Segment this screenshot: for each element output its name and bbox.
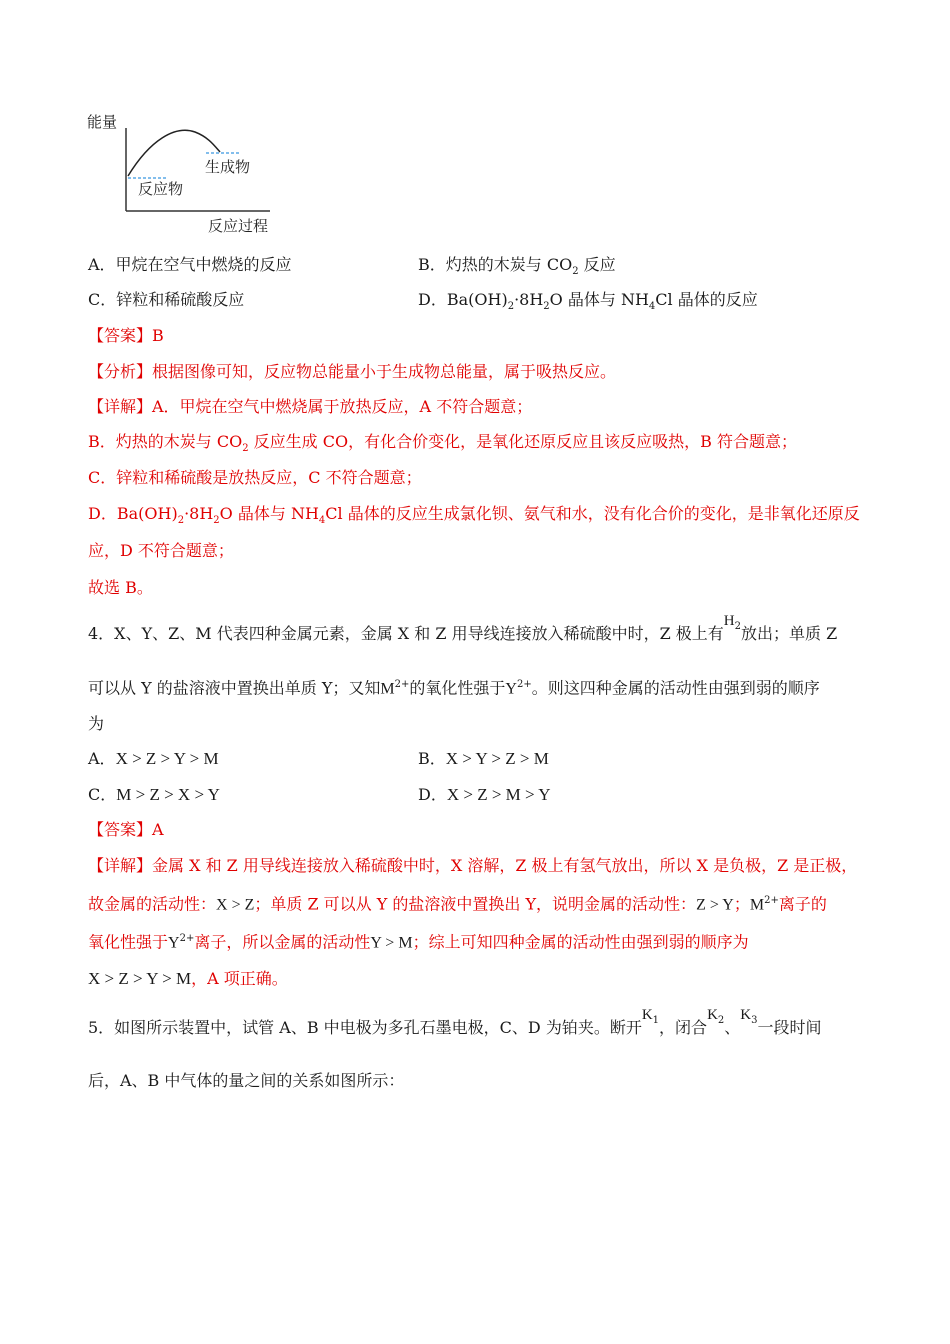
reactant-label: 反应物 [138, 180, 184, 198]
q4-stem-line2: 可以从 Y 的盐溶液中置换出单质 Y；又知$M^{2+}$的氧化性强于$Y^{2+}$。则这四种金属的活动性由强到弱的顺序 [88, 678, 820, 698]
q4-answer: 【答案】A [88, 820, 164, 839]
product-label: 生成物 [205, 158, 251, 176]
q4-detail-3: 氧化性强于$Y^{2+}$离子，所以金属的活动性Y > M；综上可知四种金属的活动性由强到弱的顺序为 [88, 932, 749, 952]
q5-stem-line2: 后，A、B 中气体的量之间的关系如图所示： [88, 1071, 405, 1090]
q3-option-c: C．锌粒和稀硫酸反应 [88, 290, 245, 309]
q4-option-a: A．X > Z > Y > M [88, 749, 219, 768]
q4-detail-2: 故金属的活动性：X > Z；单质 Z 可以从 Y 的盐溶液中置换出 Y，说明金属的活动性：Z > Y；$M^{2+}$离子的 [88, 894, 827, 914]
q4-detail-4: X > Z > Y > M，A 项正确。 [88, 969, 288, 988]
q4-stem-line1: 4．X、Y、Z、M 代表四种金属元素，金属 X 和 Z 用导线连接放入稀硫酸中时，Z 极上有H2放出；单质 Z [88, 613, 838, 643]
q4-option-d: D．X > Z > M > Y [418, 785, 551, 804]
q3-detail-d-cont: 应，D 不符合题意； [88, 541, 234, 560]
q4-option-c: C．M > Z > X > Y [88, 785, 220, 804]
q3-option-a: A．甲烷在空气中燃烧的反应 [88, 255, 292, 274]
q4-detail-1: 【详解】金属 X 和 Z 用导线连接放入稀硫酸中时，X 溶解，Z 极上有氢气放出，所以 X 是负极，Z 是正极， [88, 856, 858, 875]
q3-option-b: B．灼热的木炭与 $CO_2$ 反应 [418, 255, 616, 278]
q3-detail-a: 【详解】A．甲烷在空气中燃烧属于放热反应，A 不符合题意； [88, 397, 533, 416]
q3-analysis: 【分析】根据图像可知，反应物总能量小于生成物总能量，属于吸热反应。 [88, 362, 617, 381]
y-axis-label: 能量 [87, 113, 118, 131]
q3-option-d: D．$Ba(OH)_2\cdot 8H_2O$ 晶体与 $NH_4Cl$ 晶体的反应 [418, 290, 758, 313]
q3-detail-d: D．$Ba(OH)_2\cdot 8H_2O$ 晶体与 $NH_4Cl$ 晶体的反应生成氯化钡、氨气和水，没有化合价的变化，是非氧化还原反 [88, 504, 860, 527]
q3-answer: 【答案】B [88, 326, 164, 345]
q4-option-b: B．X > Y > Z > M [418, 749, 549, 768]
q3-detail-c: C．锌粒和稀硫酸是放热反应，C 不符合题意； [88, 468, 422, 487]
q3-conclusion: 故选 B。 [88, 578, 153, 597]
energy-diagram-svg [0, 0, 950, 260]
x-axis-label: 反应过程 [208, 217, 269, 235]
q5-stem-line1: 5．如图所示装置中，试管 A、B 中电极为多孔石墨电极，C、D 为铂夹。断开K1，闭合K2、K3一段时间 [88, 1007, 822, 1037]
q4-stem-line3: 为 [88, 714, 105, 733]
q3-detail-b: B．灼热的木炭与 $CO_2$ 反应生成 CO，有化合价变化，是氧化还原反应且该反应吸热，B 符合题意； [88, 432, 797, 455]
